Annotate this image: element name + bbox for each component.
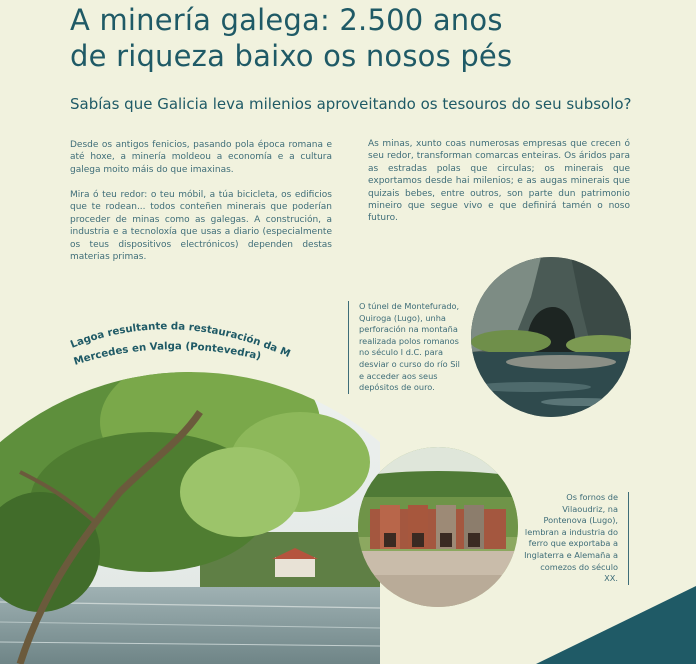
fornos-photo xyxy=(358,447,518,607)
fornos-caption: Os fornos de Vilaoudriz, na Pontenova (Lugo), lembran a industria do ferro que exportaba a Inglaterra e Alemaña a comezos do século XX. xyxy=(524,492,629,585)
materials-paragraph: Mira ó teu redor: o teu móbil, a túa bicicleta, os edificios que te rodean... todos conteñen minerais que poderían proceder de minas como as galegas. A construción, a industria e a tecnoloxía que usas a diario (especialmente os teus dispositivos electrónicos) dependen destas materias primas. xyxy=(70,190,332,263)
title-line-1: A minería galega: 2.500 anos xyxy=(70,3,503,37)
lagoa-photo xyxy=(0,372,380,664)
lagoa-caption-line-1: Lagoa resultante da restauración da Mina xyxy=(56,302,292,361)
lagoa-caption-line-2: Mercedes en Valga (Pontevedra) xyxy=(72,341,262,368)
svg-text:Mercedes en Valga (Pontevedra) xyxy=(73,341,262,368)
mines-paragraph: As minas, xunto coas numerosas empresas que crecen ó seu redor, transforman comarcas enteiras. Os áridos para as estradas polas que circulas; os minerais que exportamos desde hai milenios; e as augas minerais que quizais bebes, entre outros, son parte dun patrimonio mineiro que segue vivo e que definirá tamén o noso futuro. xyxy=(368,139,630,224)
title-line-2: de riqueza baixo os nosos pés xyxy=(70,39,513,73)
intro-paragraph: Desde os antigos fenicios, pasando pola época romana e até hoxe, a minería moldeou a economía e a cultura galega moito máis do que imaxinas. xyxy=(70,140,332,175)
tunnel-photo xyxy=(471,257,631,417)
tunnel-caption: O túnel de Montefurado, Quiroga (Lugo), unha perforación na montaña realizada polos romanos no século I d.C. para desviar o curso do río Sil e acceder aos seus depósitos de ouro. xyxy=(348,301,467,394)
page-title xyxy=(70,2,630,74)
corner-accent-triangle xyxy=(536,586,696,664)
page-subtitle: Sabías que Galicia leva milenios aproveitando os tesouros do seu subsolo? xyxy=(70,95,632,113)
